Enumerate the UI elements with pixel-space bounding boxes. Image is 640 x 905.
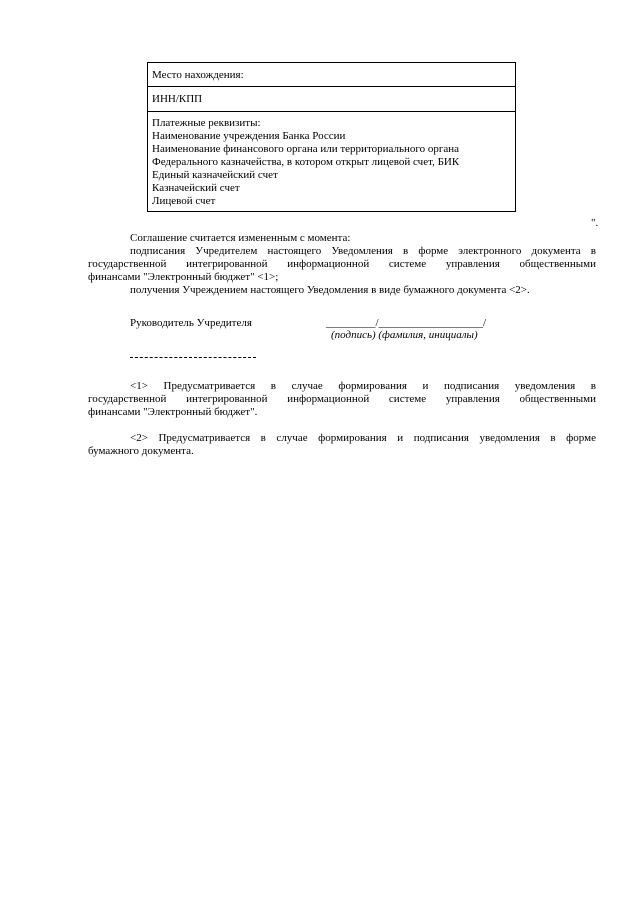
agreement-paragraph bbox=[88, 232, 596, 297]
inn-kpp-label: ИНН/КПП bbox=[152, 93, 203, 105]
personal-account-line: Лицевой счет bbox=[152, 195, 216, 207]
footnote-separator bbox=[130, 357, 256, 358]
treasury-bik-line: Федерального казначейства, в котором открыт лицевой счет, БИК bbox=[152, 156, 460, 168]
requisites-table bbox=[147, 62, 516, 212]
closing-quote: ". bbox=[591, 217, 599, 229]
footnote-2 bbox=[88, 432, 596, 458]
agreement-paper-line: получения Учреждением настоящего Уведомления в виде бумажного документа <2>. bbox=[130, 284, 530, 296]
footnote-2-line1: <2> Предусматривается в случае формирования и подписания уведомления в форме bbox=[130, 432, 596, 444]
signature-caption: (подпись) (фамилия, инициалы) bbox=[331, 329, 478, 341]
signature-label: Руководитель Учредителя bbox=[130, 317, 252, 329]
footnote-1-line1: <1> Предусматривается в случае формирования и подписания уведомления в bbox=[130, 380, 596, 392]
single-treasury-account-line: Единый казначейский счет bbox=[152, 169, 278, 181]
payment-details-cell bbox=[148, 111, 515, 211]
payment-details-heading: Платежные реквизиты: bbox=[152, 117, 261, 129]
agreement-electronic-line3: финансами "Электронный бюджет" <1>; bbox=[88, 271, 279, 283]
agreement-intro: Соглашение считается измененным с момента: bbox=[130, 232, 351, 244]
agreement-electronic-line2: государственной интегрированной информационной системе управления общественными bbox=[88, 258, 596, 270]
bank-name-line: Наименование учреждения Банка России bbox=[152, 130, 346, 142]
signature-lines: _________/___________________/ bbox=[326, 317, 487, 329]
location-cell bbox=[148, 63, 515, 86]
financial-body-line: Наименование финансового органа или территориального органа bbox=[152, 143, 460, 155]
inn-kpp-cell bbox=[148, 86, 515, 111]
location-label: Место нахождения: bbox=[152, 69, 244, 81]
agreement-electronic-line1: подписания Учредителем настоящего Уведомления в форме электронного документа в bbox=[130, 245, 596, 257]
footnote-2-line2: бумажного документа. bbox=[88, 445, 194, 457]
footnote-1 bbox=[88, 380, 596, 419]
footnote-1-line3: финансами "Электронный бюджет". bbox=[88, 406, 258, 418]
treasury-account-line: Казначейский счет bbox=[152, 182, 240, 194]
footnote-1-line2: государственной интегрированной информационной системе управления общественными bbox=[88, 393, 596, 405]
